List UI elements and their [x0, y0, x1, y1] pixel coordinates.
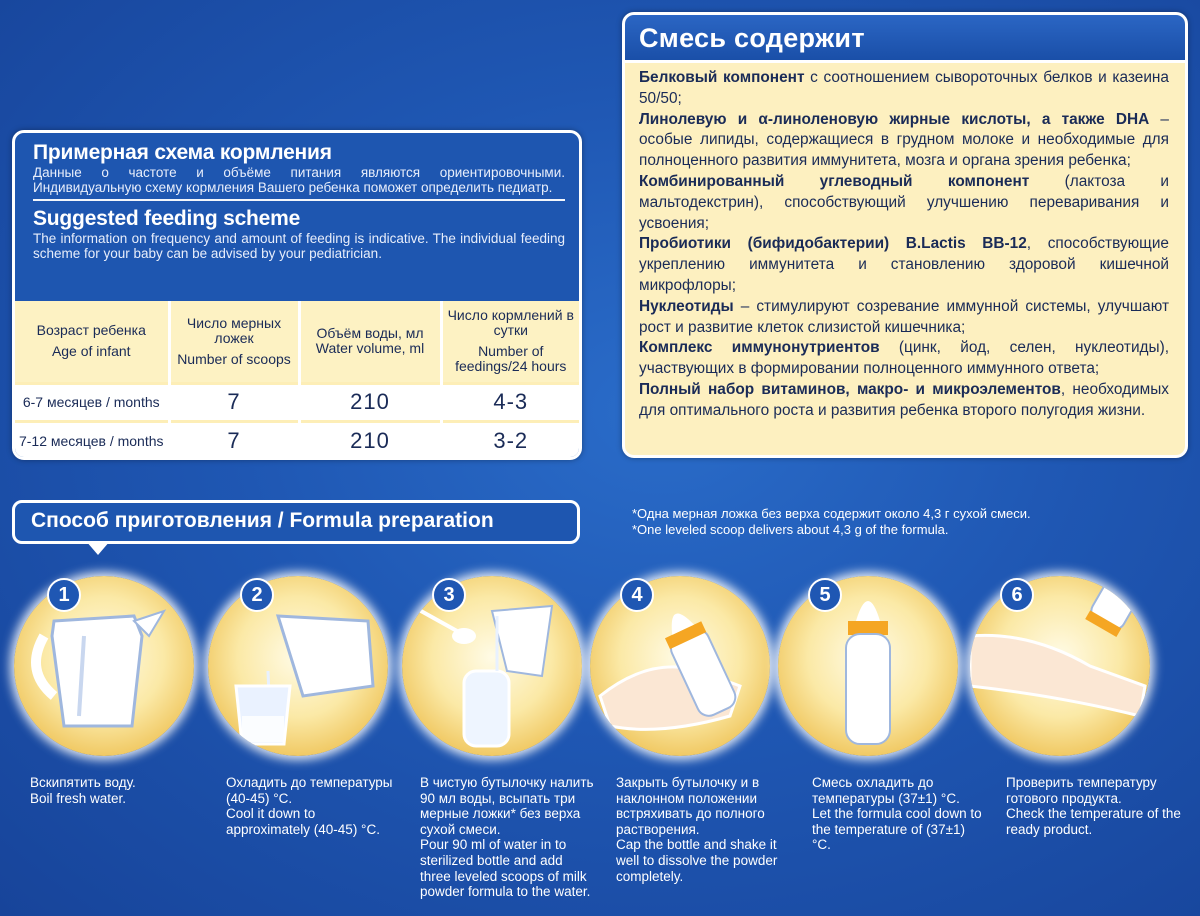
- step-1-illustration: [14, 576, 194, 756]
- step-2-illustration: [208, 576, 388, 756]
- row-age: 7-12 месяцев / months: [15, 421, 169, 459]
- comp-item-3-text: , способствующие укреплению иммунитета и становлению здоровой кишечной микрофлоры;: [639, 235, 1169, 294]
- step-6-illustration: [970, 576, 1150, 756]
- header-scoops-en: Number of scoops: [177, 350, 291, 367]
- step-1-en: Boil fresh water.: [30, 790, 127, 806]
- step-6-caption: [1006, 775, 1186, 837]
- comp-item-3-bold: Пробиотики (бифидобактерии) B.Lactis BB-12: [639, 235, 1027, 253]
- header-age-ru: Возраст ребенка: [36, 322, 146, 339]
- step-3-ru: В чистую бутылочку налить 90 мл воды, всыпать три мерные ложки* без верха сухой смеси.: [420, 775, 594, 837]
- comp-item-1-bold: Линолевую и α-линоленовую жирные кислоты, а также DHA: [639, 110, 1150, 128]
- bottle-shake-icon: [590, 576, 770, 756]
- scheme-title-ru: Примерная схема кормления: [33, 141, 332, 164]
- comp-item-5-bold: Комплекс иммунонутриентов: [639, 339, 880, 357]
- step-4-number: 4: [620, 578, 654, 612]
- step-4-ru: Закрыть бутылочку и в наклонном положении встряхивать до полного растворения.: [616, 775, 765, 837]
- scheme-text-ru: Данные о частоте и объёме питания являются ориентировочными. Индивидуальную схему кормления Вашего ребенка поможет определить педиатр.: [33, 165, 565, 195]
- header-water-text: Объём воды, мл Water volume, ml: [315, 325, 425, 357]
- step-3-number: 3: [432, 578, 466, 612]
- comp-item-4-text: – стимулируют созревание иммунной системы, улучшают рост и развитие клеток слизистой кишечника;: [639, 297, 1169, 336]
- step-3-en: Pour 90 ml of water in to sterilized bottle and add three leveled scoops of milk powder formula to the water.: [420, 837, 591, 900]
- step-6-ru: Проверить температуру готового продукта.: [1006, 775, 1157, 806]
- step-5-illustration: [778, 576, 958, 756]
- step-5-caption: [812, 775, 982, 853]
- step-2-ru: Охладить до температуры (40-45) °C.: [226, 775, 393, 806]
- comp-item-0-text: с соотношением сывороточных белков и казеина 50/50;: [639, 69, 1169, 107]
- comp-item-2-bold: Комбинированный углеводный компонент: [639, 172, 1030, 190]
- comp-item-2-text: (лактоза и мальтодекстрин), способствующий улучшению переваривания и усвоения;: [639, 172, 1169, 232]
- step-1-ru: Вскипятить воду.: [30, 775, 136, 790]
- table-row: [15, 421, 579, 459]
- table-row: [15, 383, 579, 421]
- composition-panel: [622, 12, 1188, 458]
- scoop-note-en: *One leveled scoop delivers about 4,3 g of the formula.: [632, 522, 949, 537]
- step-1-caption: [30, 775, 205, 806]
- header-feedings: [441, 301, 579, 383]
- bottle-scoop-icon: [402, 576, 582, 756]
- step-4-illustration: [590, 576, 770, 756]
- step-6-number: 6: [1000, 578, 1034, 612]
- row-feedings: 4-3: [493, 389, 529, 414]
- comp-item-0-bold: Белковый компонент: [639, 69, 805, 86]
- step-3-illustration: [402, 576, 582, 756]
- comp-item-4-bold: Нуклеотиды: [639, 297, 734, 315]
- header-feedings-en: Number of feedings/24 hours: [455, 343, 567, 375]
- step-2-caption: [226, 775, 396, 837]
- step-4-caption: [616, 775, 792, 884]
- header-age-en: Age of infant: [51, 343, 131, 360]
- row-scoops: 7: [169, 383, 299, 421]
- feeding-scheme-panel: [12, 130, 582, 460]
- header-scoops: [169, 301, 299, 383]
- wrist-test-icon: [970, 576, 1150, 756]
- step-3-caption: [420, 775, 596, 900]
- step-4-en: Cap the bottle and shake it well to dissolve the powder completely.: [616, 837, 778, 884]
- step-1-number: 1: [47, 578, 81, 612]
- header-age: [15, 301, 169, 383]
- scoop-note: [632, 506, 1031, 538]
- scheme-text-en: The information on frequency and amount of feeding is indicative. The individual feeding scheme for your baby can be advised by your pediatrician.: [33, 231, 565, 261]
- header-feedings-ru: Число кормлений в сутки: [447, 307, 574, 339]
- kettle-icon: [14, 576, 194, 756]
- comp-item-1-text: – особые липиды, содержащиеся в грудном молоке и необходимые для полноценного развития иммунитета, мозга и органа зрения ребенка;: [639, 110, 1169, 170]
- step-2-en: Cool it down to approximately (40-45) °C.: [226, 806, 380, 837]
- header-scoops-ru: Число мерных ложек: [186, 314, 282, 346]
- row-age: 6-7 месяцев / months: [15, 383, 169, 421]
- divider: [33, 199, 565, 201]
- header-water: [299, 301, 441, 383]
- step-6-en: Check the temperature of the ready product.: [1006, 806, 1181, 837]
- step-5-en: Let the formula cool down to the temperature of (37±1) °C.: [812, 806, 982, 853]
- comp-item-6-text: , необходимых для оптимального роста и развития ребенка второго полугодия жизни.: [639, 380, 1169, 419]
- row-scoops: 7: [169, 421, 299, 459]
- step-5-number: 5: [808, 578, 842, 612]
- composition-body: [625, 63, 1185, 422]
- scoop-note-ru: *Одна мерная ложка без верха содержит около 4,3 г сухой смеси.: [632, 506, 1031, 521]
- bottle-icon: [778, 576, 958, 756]
- comp-item-5-text: (цинк, йод, селен, нуклеотиды), участвующих в формировании полноценного иммунного ответа;: [639, 339, 1169, 378]
- row-water: 210: [299, 383, 441, 421]
- feeding-table: [15, 301, 579, 459]
- table-header-row: [15, 301, 579, 383]
- row-feedings: 3-2: [493, 427, 529, 453]
- composition-title: Смесь содержит: [625, 15, 1185, 63]
- kettle-pour-icon: [208, 576, 388, 756]
- preparation-title: Способ приготовления / Formula preparation: [12, 500, 580, 544]
- step-5-ru: Смесь охладить до температуры (37±1) °C.: [812, 775, 960, 806]
- callout-pointer: [86, 541, 110, 555]
- scheme-title-en: Suggested feeding scheme: [33, 207, 301, 230]
- step-2-number: 2: [240, 578, 274, 612]
- row-water: 210: [299, 421, 441, 459]
- comp-item-6-bold: Полный набор витаминов, макро- и микроэлементов: [639, 380, 1061, 398]
